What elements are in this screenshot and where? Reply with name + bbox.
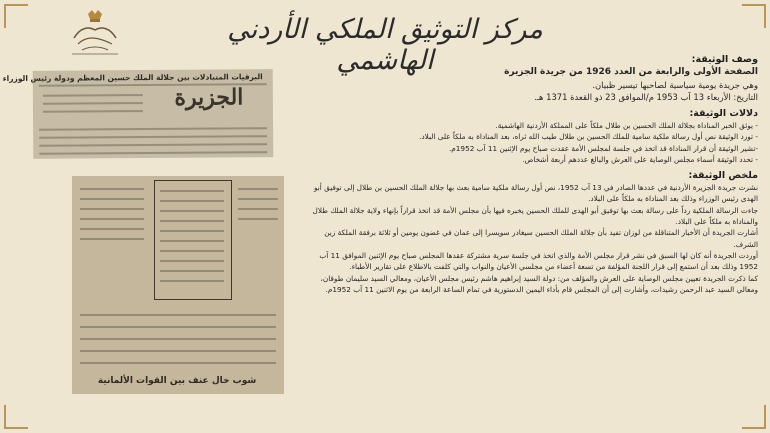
text-line [160,230,224,232]
text-line [39,151,267,155]
newspaper-masthead: الجزيرة [174,84,244,111]
page-title: مركز التوثيق الملكي الأردني الهاشمي [227,14,543,76]
text-line [160,220,224,222]
summary-heading: ملخص الوثيقة: [688,170,758,182]
text-line [238,208,278,210]
significance-item: - تحدد الوثيقة أسماء مجلس الوصاية على العرش والبالغ عددهم أربعة أشخاص. [522,154,758,164]
significance-heading: دلالات الوثيقة: [689,108,758,119]
significance-item: - يوثق الخبر المناداة بجلالة الملك الحسين بن طلال ملكاً على المملكة الأردنية الهاشمية. [495,121,758,130]
text-line [160,190,224,192]
corner-ornament [742,4,766,28]
text-line [80,218,144,220]
royal-crest-icon [66,8,124,62]
text-line [80,188,144,190]
newspaper-page-one-image [2,69,274,159]
text-line [80,350,276,352]
summary-paragraph: أشارت الجريدة أن الأخبار المتناقلة من لوزان تفيد بأن جلالة الملك الحسين سيغادر سويسرا إلى عمان في غضون يومين أو ثلاثة برفقة الملكة زين الشرف. [324,228,758,249]
description-subtitle: وهي جريدة يومية سياسية لصاحبها تيسير ظبيان. [592,80,758,90]
text-line [160,210,224,212]
significance-item: -تشير الوثيقة أن قرار المناداة قد اتخذ في جلسة لمجلس الأمة عقدت صباح يوم الإثنين 11 آب 1952م. [448,143,758,153]
text-line [43,94,143,97]
document-text-panel [310,54,758,426]
text-line [43,102,143,105]
summary-paragraph: أوردت الجريدة أنه كان لها السبق في نشر قرار مجلس الأمة والذي اتخذ في جلسة سرية مشتركة عقدها المجلس صباح يوم الإثنين الموافق 11 آب 1952 وذلك بعد أن استمع إلى قرار اللجنة المؤلفة من تسعة أعضاء من مجلسي الأعيان والنواب والتي كلفت بالاطلاع على تقارير الأطباء. [319,250,758,272]
description-title: الصفحة الأولى والرابعة من العدد 1926 من جريدة الجزيرة [504,67,758,77]
corner-ornament [4,4,28,28]
summary-paragraph: جاءت الرسالة الملكية رداً على رسالة بعث بها توفيق أبو الهدى للملك الحسين يخبره فيها بأن مجلس الأمة قد اتخذ قراراً بإنهاء ولاية جلالة الملك طلال والمناداة به ملكاً على البلاد. [312,205,758,227]
text-line [80,228,144,230]
text-line [80,198,144,200]
text-line [160,260,224,262]
text-line [80,362,276,364]
text-line [238,198,278,200]
text-line [160,240,224,242]
text-line [80,208,144,210]
summary-paragraph: نشرت جريدة الجزيرة الأردنية في عددها الصادر في 13 آب 1952، نص أول رسالة ملكية سامية بعث بها جلالة الملك الحسين بن طلال إلى توفيق أبو الهدى رئيس الوزراء وذلك بعد المناداة به ملكاً على البلاد. [313,183,758,204]
text-line [43,110,143,113]
description-heading: وصف الوثيقة: [691,54,758,65]
text-line [160,280,224,282]
newspaper-headline: البرقيات المتبادلات بين جلالة الملك حسين المعظم ودولة رئيس الوزراء [2,72,263,84]
text-line [80,326,276,328]
text-line [160,270,224,272]
text-line [39,135,267,139]
newspaper-footer-headline: شوب خال عنف بين القوات الألمانية [97,376,257,386]
text-line [80,338,276,340]
description-date: التاريخ: الأربعاء 13 آب 1953 م/الموافق 23 ذو القعدة 1371 هـ. [533,92,758,102]
text-line [160,250,224,252]
newspaper-page-four-image [72,176,284,394]
text-line [39,143,267,147]
text-line [238,218,278,220]
text-line [238,188,278,190]
significance-item: - تورد الوثيقة نص أول رسالة ملكية سامية للملك الحسين بن طلال طيب الله ثراه، بعد المناداة به ملكاً على البلاد. [419,132,758,142]
text-line [80,238,144,240]
text-line [39,127,267,131]
corner-ornament [4,405,28,429]
text-line [80,314,276,316]
text-line [160,200,224,202]
summary-paragraph: كما ذكرت الجريدة تعيين مجلس الوصاية على العرش والمؤلف من: دولة السيد إبراهيم هاشم رئيس مجلس الأعيان، ومعالي السيد سليمان طوقان، ومعالي السيد عبد الرحمن رشيدات، وأشارت إلى أن المجلس قام بأداء اليمين الدستورية في تمام الساعة الرابعة من يوم الاثنين 11 آب 1952م. [320,273,758,294]
